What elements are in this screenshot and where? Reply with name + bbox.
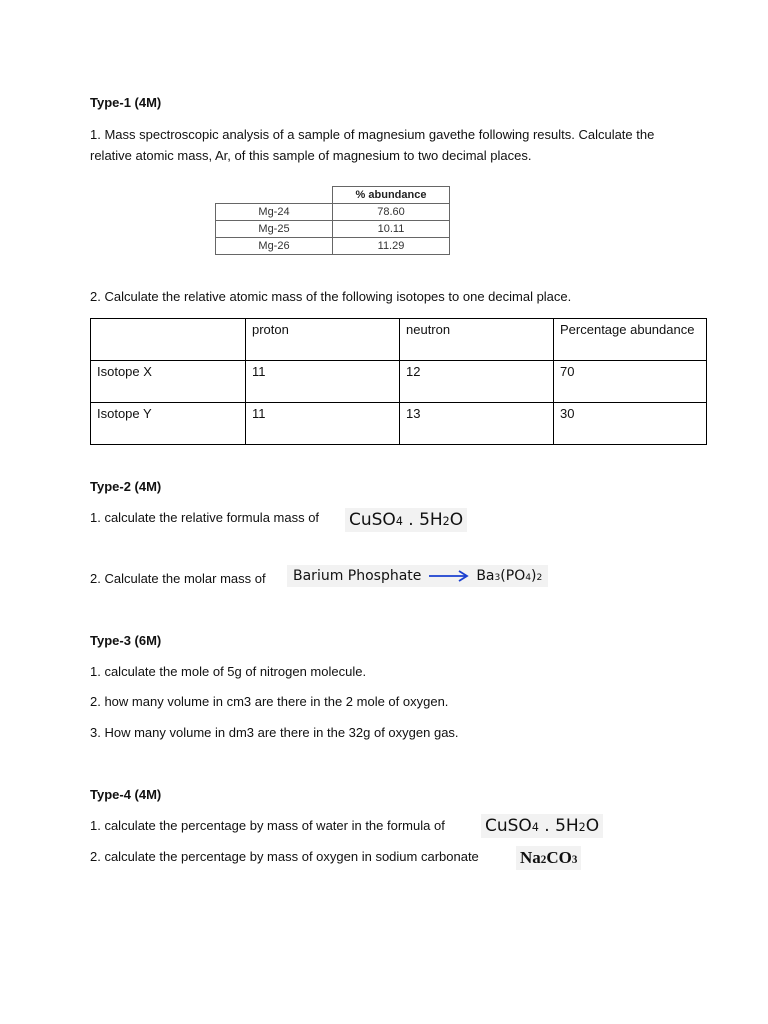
table-row (216, 204, 450, 221)
type1-question-1: 1. Mass spectroscopic analysis of a sample of magnesium gavethe following results. Calculate the relative atomic mass, Ar, of this sample of magnesium to two decimal places. (90, 127, 655, 163)
table-cell: Isotope Y (91, 403, 246, 445)
header-cell: neutron (400, 319, 554, 361)
isotope-cell: Mg-24 (216, 204, 333, 221)
type2-question-1: 1. calculate the relative formula mass of (90, 510, 320, 525)
abundance-header: % abundance (333, 187, 450, 204)
magnesium-abundance-table (215, 186, 450, 255)
table-cell: Isotope X (91, 361, 246, 403)
table-cell: 30 (554, 403, 707, 445)
barium-phosphate-formula-image: Barium Phosphate $Ba_3(PO_4)_2$ (287, 565, 548, 587)
header-cell: proton (246, 319, 400, 361)
cuso4-formula-image: CuSO$_4$ . $5H_2O$ (345, 508, 467, 532)
header-cell: Percentage abundance (554, 319, 707, 361)
isotope-cell: Mg-25 (216, 221, 333, 238)
abundance-cell: 78.60 (333, 204, 450, 221)
type3-question-3: 3. How many volume in dm3 are there in the 32g of oxygen gas. (90, 725, 459, 740)
table-row (91, 361, 707, 403)
type3-heading: Type-3 (6M) (90, 633, 162, 648)
type1-question-2: 2. Calculate the relative atomic mass of the following isotopes to one decimal place. (90, 289, 572, 304)
isotope-cell: Mg-26 (216, 238, 333, 255)
cuso4-formula-image: CuSO$_4$ . $5H_2O$ (481, 814, 603, 838)
table-cell: 13 (400, 403, 554, 445)
header-cell (91, 319, 246, 361)
type2-heading: Type-2 (4M) (90, 479, 162, 494)
type2-question-2: 2. Calculate the molar mass of (90, 571, 266, 586)
table-row (91, 319, 707, 361)
type4-question-2: 2. calculate the percentage by mass of oxygen in sodium carbonate (90, 849, 479, 864)
table-cell: 11 (246, 361, 400, 403)
type3-question-2: 2. how many volume in cm3 are there in the 2 mole of oxygen. (90, 694, 449, 709)
type3-question-1: 1. calculate the mole of 5g of nitrogen molecule. (90, 664, 367, 679)
right-arrow-icon (426, 569, 472, 583)
table-cell: 12 (400, 361, 554, 403)
type1-heading: Type-1 (4M) (90, 95, 162, 110)
table-cell: 11 (246, 403, 400, 445)
abundance-cell: 11.29 (333, 238, 450, 255)
table-cell: 70 (554, 361, 707, 403)
table-row (91, 403, 707, 445)
table-row (216, 187, 450, 204)
barium-phosphate-label: Barium Phosphate (293, 568, 422, 584)
table-row (216, 221, 450, 238)
sodium-carbonate-formula-image: $Na_2CO_3$ (516, 846, 581, 870)
type4-question-1: 1. calculate the percentage by mass of water in the formula of (90, 818, 445, 833)
abundance-cell: 10.11 (333, 221, 450, 238)
isotope-table (90, 318, 707, 445)
type4-heading: Type-4 (4M) (90, 787, 162, 802)
table-row (216, 238, 450, 255)
